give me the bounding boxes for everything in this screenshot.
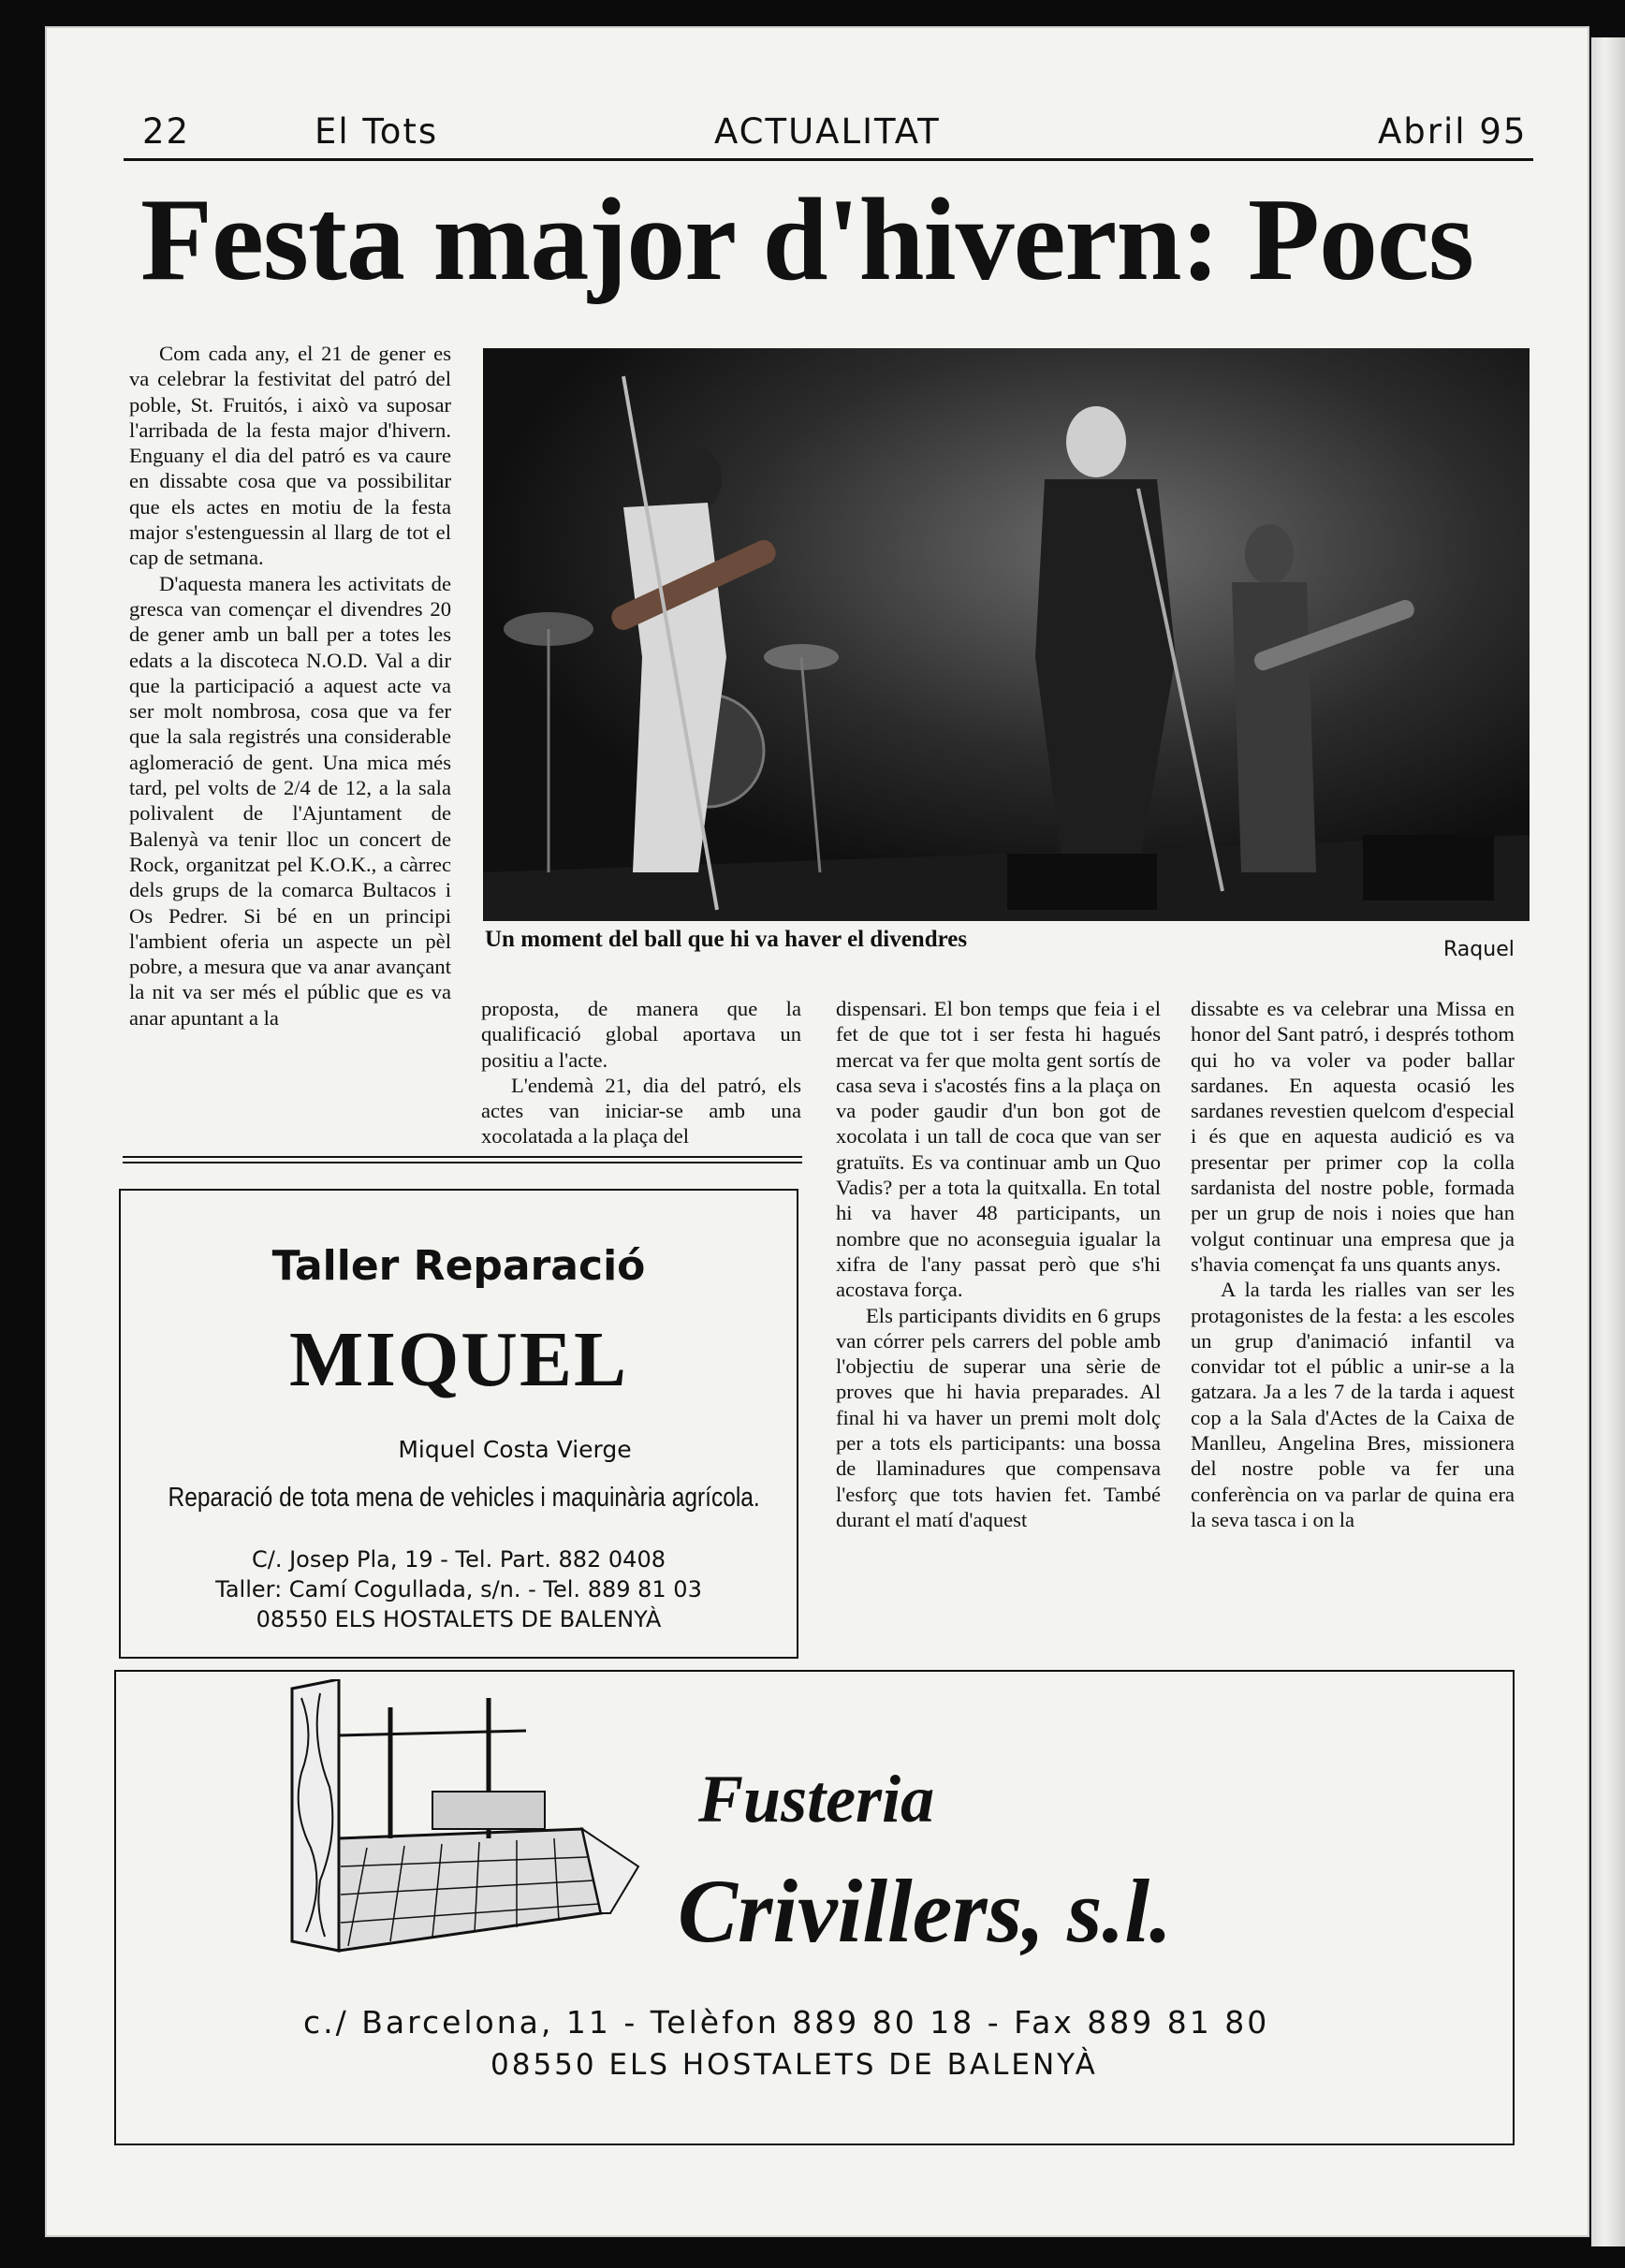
section-name: ACTUALITAT <box>714 111 941 152</box>
page-number: 22 <box>142 111 191 152</box>
paragraph: Els participants dividits en 6 grups van córrer pels carrers del poble amb l'objectiu de superar una sèrie de proves que hi havia preparades. Al final hi va haver un premi molt dolç per a tots els participants: una bossa de llaminadures que compensava l'esforç que tots havien fet. També durant el matí d'aquest <box>836 1303 1161 1531</box>
publication-name: El Tots <box>315 111 439 152</box>
fusteria-crivillers-ad <box>114 1670 1515 2145</box>
article-column-3 <box>836 996 1161 1532</box>
ad-address-line: Taller: Camí Cogullada, s/n. - Tel. 889 81 03 <box>215 1576 702 1602</box>
concert-photo-image <box>483 348 1530 921</box>
article-column-1 <box>129 341 451 1031</box>
ad-separator-rule <box>123 1162 802 1163</box>
ad-address-line: c./ Barcelona, 11 - Telèfon 889 80 18 - Fax 889 81 80 <box>303 2004 1270 2041</box>
ad-tagline: Reparació de tota mena de vehicles i maquinària agrícola. <box>168 1483 760 1513</box>
concert-photo <box>483 348 1530 921</box>
taller-miquel-ad <box>119 1189 798 1659</box>
page-header <box>94 108 1533 164</box>
article-column-4 <box>1191 996 1515 1532</box>
ad-owner: Miquel Costa Vierge <box>398 1436 632 1463</box>
paragraph: A la tarda les rialles van ser les protagonistes de la festa: a les escoles un grup d'animació infantil va convidar tot el públic a unir-se a la gatzara. Ja a les 7 de la tarda i aquest cop a la Sala d'Actes de la Caixa de Manlleu, Angelina Bres, missionera del nostre poble va fer una conferència on va parlar de quina era la seva tasca i on la <box>1191 1278 1515 1531</box>
ad-business-name: MIQUEL <box>288 1316 629 1403</box>
paragraph: dissabte es va celebrar una Missa en honor del Sant patró, i després tothom qui ho va voler va poder ballar sardanes. En aquesta ocasió les sardanes revestien quelcom d'especial i és que en aquesta audició es va presentar per primer cop la colla sardanista del nostre poble, formada per un grup de nois i noies que han volgut continuar una empresa que ja s'havia començat fa uns quants anys. <box>1191 997 1515 1276</box>
headline: Festa major d'hivern: Pocs <box>140 175 1473 305</box>
ad-heading: Fusteria <box>698 1762 935 1836</box>
ad-heading: Taller Reparació <box>271 1242 646 1290</box>
paragraph: L'endemà 21, dia del patró, els actes van iniciar-se amb una xocolatada a la plaça del <box>481 1073 801 1149</box>
ad-address-line: C/. Josep Pla, 19 - Tel. Part. 882 0408 <box>252 1546 666 1573</box>
ad-business-name: Crivillers, s.l. <box>678 1861 1173 1961</box>
carpentry-logo-icon <box>283 1679 732 1960</box>
ad-separator-rule <box>123 1156 802 1158</box>
paragraph: D'aquesta manera les activitats de gresca van començar el divendres 20 de gener amb un ball per a totes les edats a la discoteca N.O.D. Val a dir que la participació a aquest acte va ser molt nombrosa, cosa que va fer que la sala registrés una considerable aglomeració de gent. Una mica més tard, pel volts de 2/4 de 12, a la sala polivalent de l'Ajuntament de Balenyà va tenir lloc un concert de Rock, organitzat pel K.O.K., a càrrec dels grups de la comarca Bultacos i Os Pedrer. Si bé en un principi l'ambient oferia un aspecte un pèl pobre, a mesura que va anar avançant la nit va ser més el públic que es va anar apuntant a la <box>129 571 451 1030</box>
photo-credit: Raquel <box>1443 938 1515 961</box>
header-rule <box>124 158 1533 161</box>
paragraph: Com cada any, el 21 de gener es va celebrar la festivitat del patró del poble, St. Fruitós, i això va suposar l'arribada de la festa major d'hivern. Enguany el dia del patró es va caure en dissabte cosa que va possibilitar que els actes en motiu de la festa major s'estenguessin al llarg de tot el cap de setmana. <box>129 342 451 570</box>
ad-address-line: 08550 ELS HOSTALETS DE BALENYÀ <box>256 1606 662 1632</box>
paragraph: dispensari. El bon temps que feia i el fet de que tot i ser festa hi hagués mercat va fer que molta gent sortís de casa seva i s'acostés fins a la plaça on va poder gaudir d'un bon got de xocolata i un tall de coca que van ser gratuïts. Es va continuar amb un Quo Vadis? per a tota la quitxalla. En total hi va haver 48 participants, un nombre que no aconseguia igualar la xifra de l'any passat però que s'hi acostava força. <box>836 997 1161 1302</box>
ad-address-line: 08550 ELS HOSTALETS DE BALENYÀ <box>490 2048 1098 2082</box>
page-spine <box>1591 37 1625 2246</box>
issue-date: Abril 95 <box>1378 111 1528 152</box>
article-column-2 <box>481 996 801 1149</box>
photo-caption: Un moment del ball que hi va haver el divendres <box>485 927 968 952</box>
paragraph: proposta, de manera que la qualificació global aportava un positiu a l'acte. <box>481 997 801 1072</box>
